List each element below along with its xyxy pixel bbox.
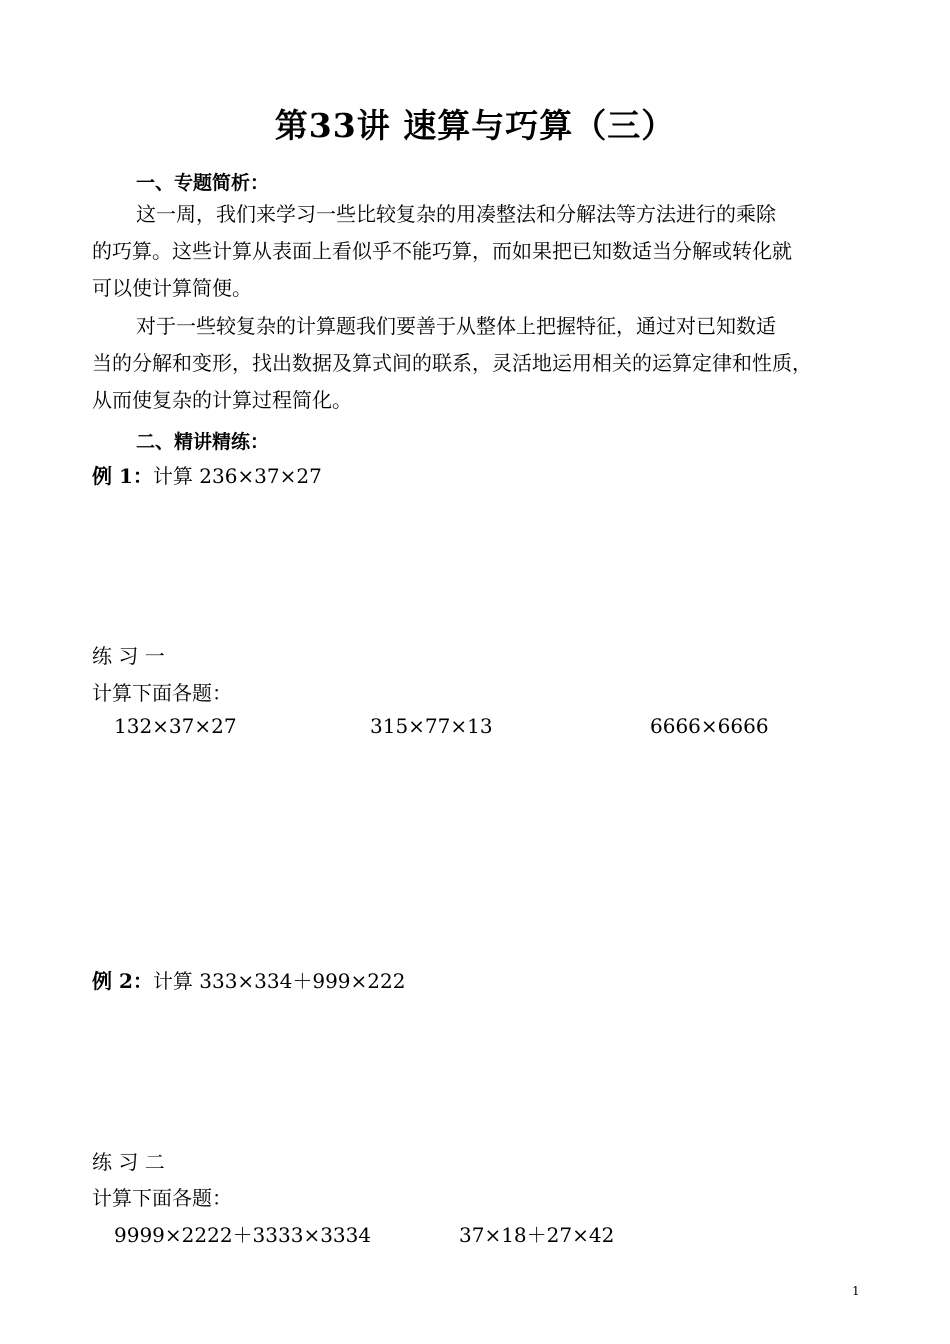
example-2-text: 计算 333×334＋999×222 — [152, 969, 406, 993]
paragraph-1-line-3: 可以使计算简便。 — [92, 276, 252, 300]
practice-2-problem-2: 37×18＋27×42 — [459, 1223, 615, 1247]
paragraph-2-line-1: 对于一些较复杂的计算题我们要善于从整体上把握特征，通过对已知数适 — [136, 314, 776, 338]
example-2-label: 例 2： — [92, 969, 153, 993]
page-number: 1 — [852, 1284, 860, 1298]
practice-2-problem-1: 9999×2222＋3333×3334 — [114, 1223, 372, 1247]
paragraph-2-line-3: 从而使复杂的计算过程简化。 — [92, 388, 352, 412]
section-heading-practice: 二、精讲精练： — [136, 431, 270, 453]
practice-1-problem-1: 132×37×27 — [114, 714, 237, 738]
practice-1-instruction: 计算下面各题： — [92, 681, 232, 705]
paragraph-1-line-2: 的巧算。这些计算从表面上看似乎不能巧算，而如果把已知数适当分解或转化就 — [92, 239, 792, 263]
practice-2-title: 练 习 二 — [92, 1150, 165, 1174]
practice-1-problem-3: 6666×6666 — [650, 714, 769, 738]
example-1-text: 计算 236×37×27 — [152, 464, 322, 488]
paragraph-1-line-1: 这一周，我们来学习一些比较复杂的用凑整法和分解法等方法进行的乘除 — [136, 202, 776, 226]
example-2 — [92, 965, 405, 994]
page-title: 第33讲 速算与巧算（三） — [274, 106, 676, 145]
example-1-label: 例 1： — [92, 464, 153, 488]
practice-1-problem-2: 315×77×13 — [370, 714, 493, 738]
example-1 — [92, 460, 322, 489]
paragraph-2-line-2: 当的分解和变形，找出数据及算式间的联系，灵活地运用相关的运算定律和性质， — [92, 351, 812, 375]
practice-1-title: 练 习 一 — [92, 644, 165, 668]
practice-2-instruction: 计算下面各题： — [92, 1186, 232, 1210]
section-heading-analysis: 一、专题简析： — [136, 172, 270, 194]
